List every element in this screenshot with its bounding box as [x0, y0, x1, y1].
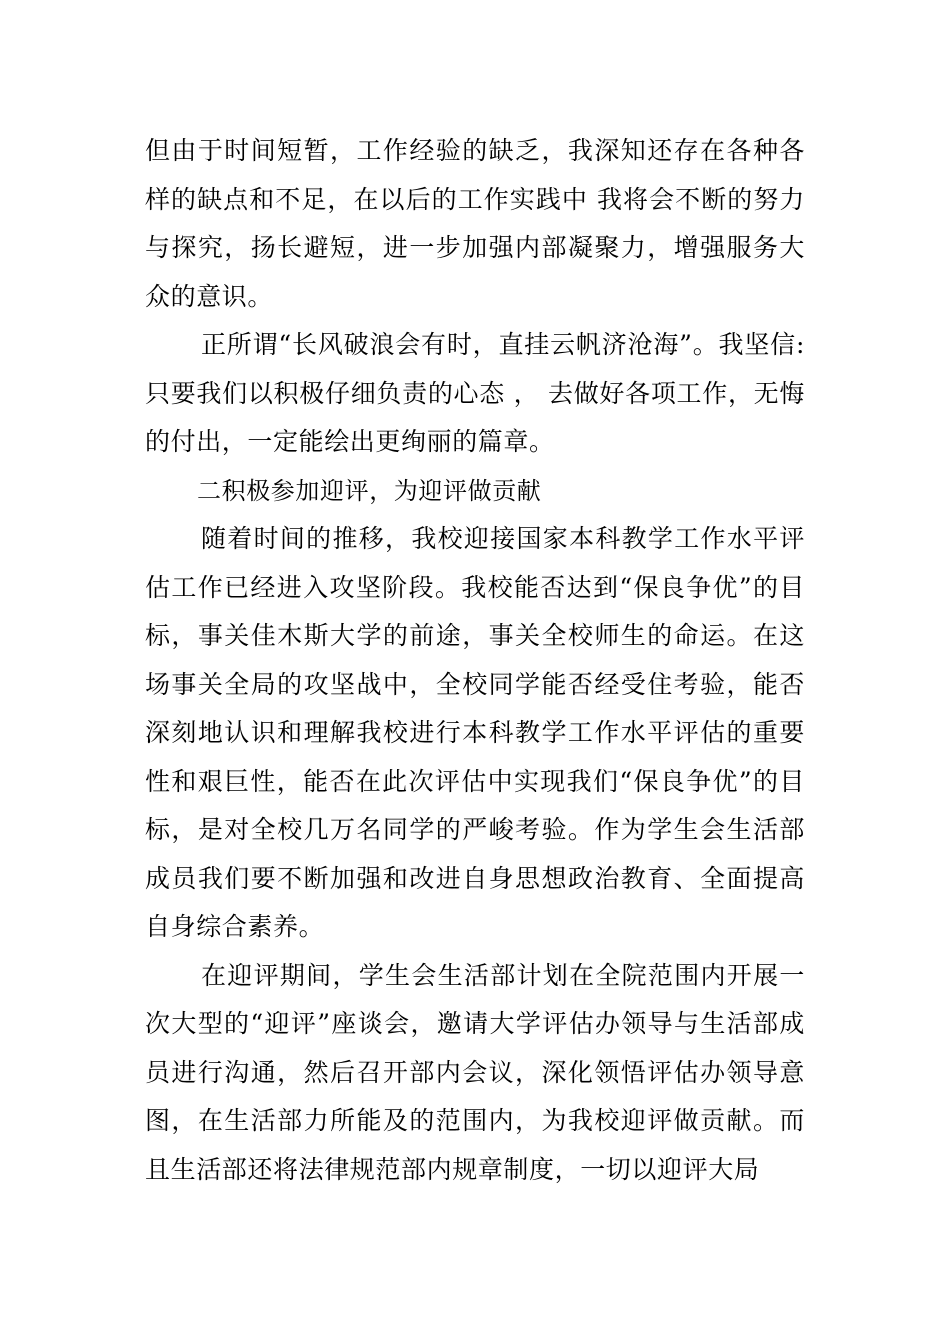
section-heading: 二积极参加迎评，为迎评做贡献 — [197, 476, 542, 505]
paragraph-continuation: 但由于时间短暂，工作经验的缺乏，我深知还存在各种各样的缺点和不足，在以后的工作实践中 我将会不断的努力与探究，扬长避短，进一步加强内部凝聚力，增强服务大众的意识。 — [145, 136, 805, 311]
paragraph-plan: 在迎评期间，学生会生活部计划在全院范围内开展一次大型的“迎评”座谈会，邀请大学评估办领导与生活部成员进行沟通，然后召开部内会议，深化领悟评估办领导意图，在生活部力所能及的范围内，为我校迎评做贡献。而且生活部还将法律规范部内规章制度，一切以迎评大局 — [145, 960, 805, 1184]
paragraph-evaluation: 随着时间的推移，我校迎接国家本科教学工作水平评估工作已经进入攻坚阶段。我校能否达到“保良争优”的目标，事关佳木斯大学的前途，事关全校师生的命运。在这场事关全局的攻坚战中，全校同学能否经受住考验，能否深刻地认识和理解我校进行本科教学工作水平评估的重要性和艰巨性，能否在此次评估中实现我们“保良争优”的目标，是对全校几万名同学的严峻考验。作为学生会生活部成员我们要不断加强和改进自身思想政治教育、全面提高自身综合素养。 — [145, 524, 805, 941]
document-body — [145, 127, 805, 1194]
paragraph-quote: 正所谓“长风破浪会有时，直挂云帆济沧海”。我坚信:只要我们以积极仔细负责的心态 ， 去做好各项工作，无悔的付出，一定能绘出更绚丽的篇章。 — [145, 330, 805, 456]
